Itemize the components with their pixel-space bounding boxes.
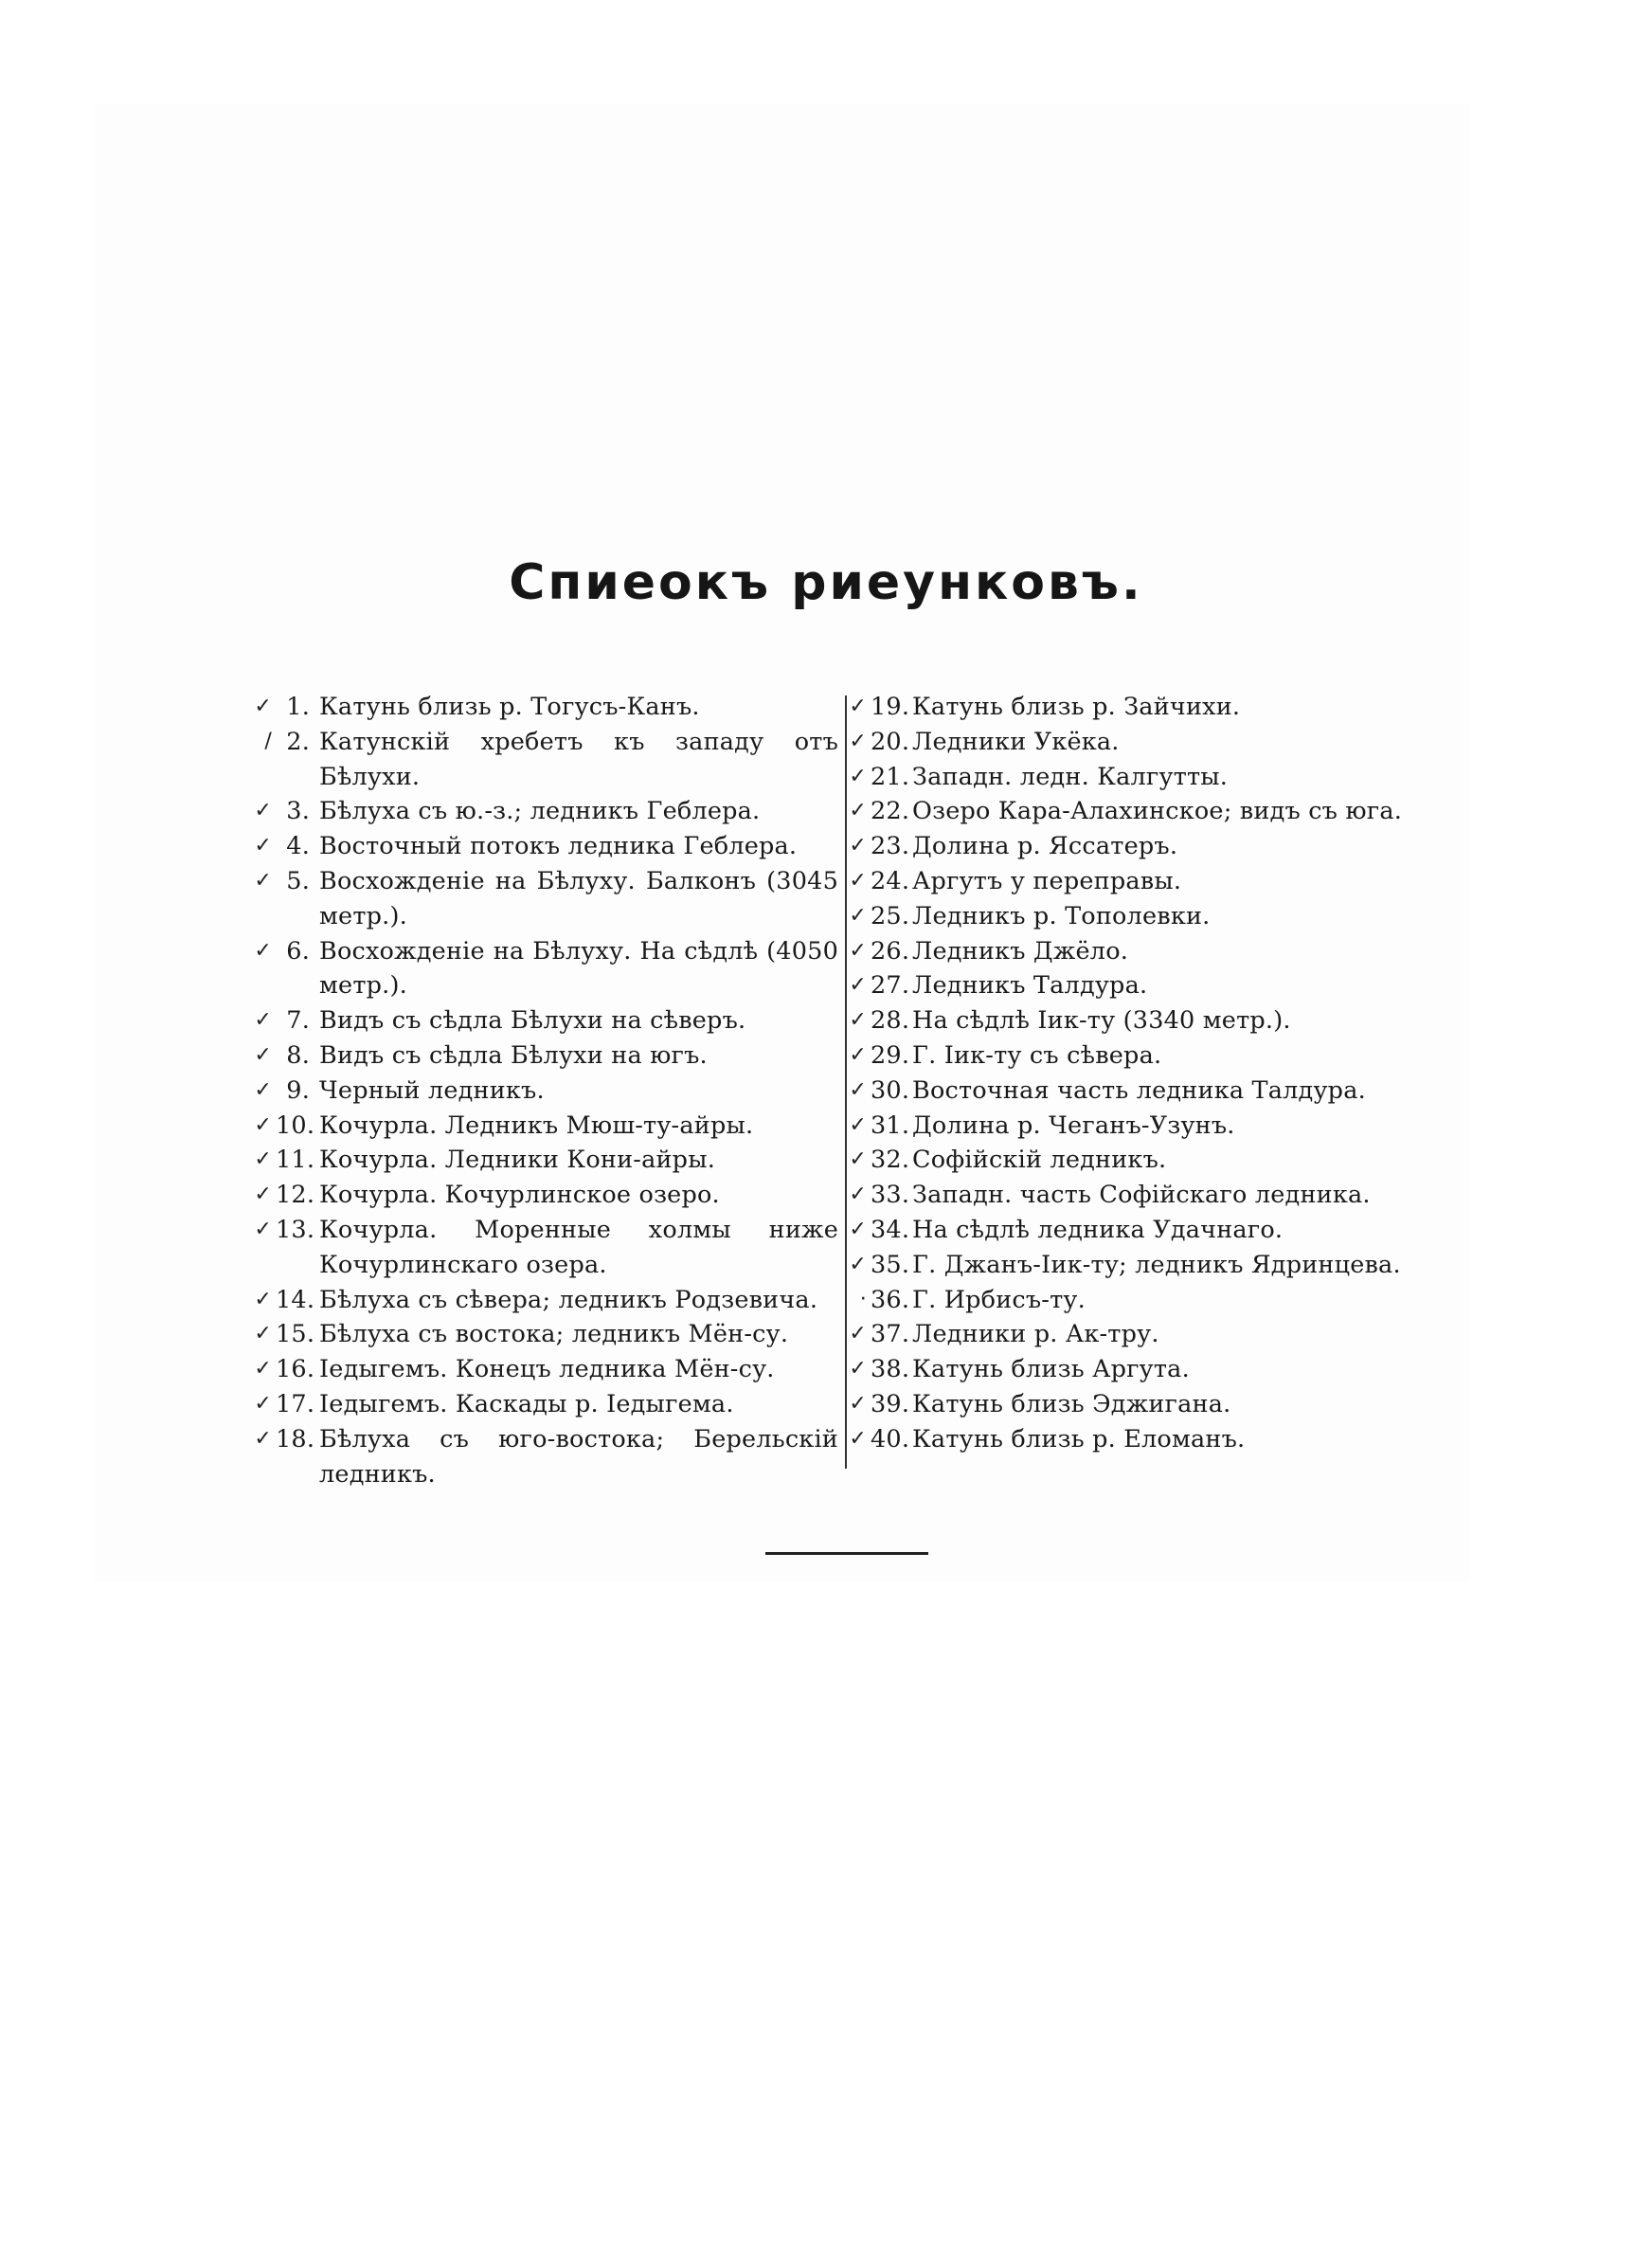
figure-caption: Черный ледникъ. [319, 1075, 545, 1105]
checkmark-icon: ✓ [254, 1217, 272, 1241]
figure-list-entry [242, 1317, 838, 1352]
checkmark-icon: ✓ [254, 695, 272, 718]
checkmark-icon: ✓ [849, 1322, 867, 1346]
figure-list-entry [846, 829, 1405, 864]
figure-caption: Бѣлуха съ сѣвера; ледникъ Родзевича. [319, 1285, 818, 1314]
checkmark-icon: ✓ [254, 1147, 272, 1172]
figure-number: 15. [276, 1320, 315, 1349]
checkmark-icon: ✓ [849, 834, 867, 858]
figure-list-entry [242, 829, 838, 864]
figure-caption: Восхожденіе на Бѣлуху. На сѣдлѣ (4050 метр.). [319, 936, 838, 1001]
figure-caption: Аргутъ у переправы. [912, 866, 1182, 895]
figure-number: 6. [286, 936, 310, 966]
figure-list-entry [242, 1283, 838, 1318]
figure-caption: Кочурла. Кочурлинское озеро. [319, 1181, 720, 1210]
figure-number: 30. [871, 1075, 910, 1105]
figure-number: 37. [871, 1320, 910, 1349]
figure-caption: Ледникъ р. Тополевки. [912, 901, 1211, 930]
figure-caption: Катунскій хребетъ къ западу отъ Бѣлухи. [319, 727, 838, 791]
figure-list-entry [846, 760, 1405, 795]
figure-number: 17. [276, 1389, 315, 1418]
checkmark-icon: ✓ [849, 1217, 867, 1241]
figure-list-entry [242, 1003, 838, 1038]
figure-list-entry [846, 1387, 1405, 1422]
end-rule [765, 1552, 928, 1555]
figure-list-right-column [846, 690, 1405, 1457]
figure-caption: Катунь близь р. Зайчихи. [912, 693, 1241, 721]
figure-caption: Восточная часть ледника Талдура. [912, 1075, 1366, 1105]
figure-list-entry [846, 899, 1405, 934]
figure-list-left-column [242, 690, 838, 1491]
figure-number: 13. [276, 1215, 315, 1244]
checkmark-icon: ✓ [254, 799, 272, 823]
figure-list-entry [846, 1352, 1405, 1387]
figure-list-entry [846, 1248, 1405, 1283]
figure-number: 7. [286, 1006, 310, 1036]
checkmark-icon: · [859, 1287, 867, 1311]
figure-number: 26. [871, 936, 910, 966]
figure-caption: Западн. ледн. Калгутты. [912, 762, 1229, 791]
figure-list-entry [846, 1213, 1405, 1248]
checkmark-icon: ✓ [849, 868, 867, 893]
page-title: Спиеокъ риеунковъ. [509, 554, 1143, 611]
checkmark-icon: ✓ [849, 1008, 867, 1033]
figure-number: 16. [276, 1355, 315, 1384]
figure-number: 24. [871, 866, 910, 895]
checkmark-icon: ✓ [849, 1112, 867, 1137]
figure-caption: Софійскій ледникъ. [912, 1146, 1167, 1175]
figure-list-entry [846, 1003, 1405, 1038]
checkmark-icon: ✓ [849, 973, 867, 998]
figure-caption: Катунь близь р. Еломанъ. [912, 1424, 1246, 1454]
figure-list-entry [242, 1038, 838, 1074]
checkmark-icon: ✓ [849, 1426, 867, 1451]
figure-list-entry [242, 794, 838, 829]
checkmark-icon: ✓ [849, 1147, 867, 1172]
figure-number: 38. [871, 1355, 910, 1384]
checkmark-icon: ✓ [254, 1357, 272, 1381]
figure-caption: Видъ съ сѣдла Бѣлухи на югъ. [319, 1040, 708, 1070]
figure-number: 39. [871, 1389, 910, 1418]
checkmark-icon: ✓ [254, 1112, 272, 1137]
figure-number: 22. [871, 797, 910, 826]
figure-caption: Бѣлуха съ востока; ледникъ Мён-су. [319, 1320, 789, 1349]
figure-list-entry [242, 690, 838, 725]
figure-list-entry [242, 1422, 838, 1492]
figure-list-entry [846, 1283, 1405, 1318]
figure-number: 28. [871, 1006, 910, 1036]
figure-caption: Восхожденіе на Бѣлуху. Балконъ (3045 метр.). [319, 866, 838, 930]
figure-number: 40. [871, 1424, 910, 1454]
checkmark-icon: ✓ [849, 903, 867, 928]
figure-number: 19. [871, 693, 910, 721]
figure-list-entry [242, 864, 838, 934]
figure-number: 21. [871, 762, 910, 791]
figure-list-entry [846, 1317, 1405, 1352]
figure-caption: Катунь близь Аргута. [912, 1355, 1190, 1384]
figure-caption: Кочурла. Моренные холмы ниже Кочурлинскаго озера. [319, 1215, 838, 1279]
figure-number: 25. [871, 901, 910, 930]
figure-list-entry [242, 1213, 838, 1283]
checkmark-icon: ✓ [254, 1287, 272, 1311]
figure-number: 2. [286, 727, 310, 756]
figure-caption: На сѣдлѣ ледника Удачнаго. [912, 1215, 1284, 1244]
checkmark-icon: ✓ [849, 1391, 867, 1416]
figure-list-entry [846, 864, 1405, 899]
figure-caption: Ледникъ Талдура. [912, 971, 1148, 1001]
figure-list-entry [846, 1109, 1405, 1144]
figure-caption: Долина р. Яссатеръ. [912, 832, 1178, 861]
figure-number: 32. [871, 1146, 910, 1175]
figure-list-entry [242, 725, 838, 795]
checkmark-icon: ✓ [254, 1391, 272, 1416]
figure-caption: Озеро Кара-Алахинское; видъ съ юга. [912, 797, 1403, 826]
figure-caption: Западн. часть Софійскаго ледника. [912, 1181, 1371, 1210]
figure-list-entry [846, 1038, 1405, 1074]
checkmark-icon: ✓ [254, 1183, 272, 1207]
figure-list-entry [242, 1143, 838, 1178]
figure-number: 31. [871, 1110, 910, 1140]
figure-number: 11. [276, 1146, 315, 1175]
checkmark-icon: ✓ [849, 1357, 867, 1381]
figure-number: 23. [871, 832, 910, 861]
figure-caption: Восточный потокъ ледника Геблера. [319, 832, 798, 861]
figure-list-entry [846, 725, 1405, 760]
figure-caption: На сѣдлѣ Іик-ту (3340 метр.). [912, 1006, 1291, 1036]
checkmark-icon: ✓ [849, 1077, 867, 1102]
checkmark-icon: ✓ [849, 695, 867, 718]
figure-number: 1. [286, 693, 310, 721]
checkmark-icon: ✓ [254, 834, 272, 858]
figure-number: 8. [286, 1040, 310, 1070]
figure-list-entry [846, 1178, 1405, 1213]
figure-number: 5. [286, 866, 310, 895]
checkmark-icon: ✓ [254, 1426, 272, 1451]
figure-list-entry [242, 1387, 838, 1422]
checkmark-icon: ✓ [254, 1322, 272, 1346]
figure-caption: Кочурла. Ледникъ Мюш-ту-айры. [319, 1110, 754, 1140]
figure-caption: Бѣлуха съ юго-востока; Берельскій ледникъ. [319, 1424, 838, 1489]
figure-number: 12. [276, 1181, 315, 1210]
checkmark-icon: ✓ [849, 1042, 867, 1067]
figure-number: 14. [276, 1285, 315, 1314]
figure-caption: Г. Ирбисъ-ту. [912, 1285, 1086, 1314]
figure-number: 18. [276, 1424, 315, 1454]
figure-list-entry [242, 934, 838, 1004]
figure-number: 3. [286, 797, 310, 826]
figure-list-entry [846, 1143, 1405, 1178]
figure-caption: Г. Джанъ-Іик-ту; ледникъ Ядринцева. [912, 1250, 1401, 1279]
figure-list-entry [846, 1074, 1405, 1109]
figure-caption: Іедыгемъ. Каскады р. Іедыгема. [319, 1389, 734, 1418]
checkmark-icon: ✓ [849, 938, 867, 963]
checkmark-icon: ✓ [849, 764, 867, 788]
figure-number: 33. [871, 1181, 910, 1210]
checkmark-icon: / [264, 729, 272, 753]
checkmark-icon: ✓ [254, 938, 272, 963]
figure-number: 36. [871, 1285, 910, 1314]
figure-caption: Ледникъ Джёло. [912, 936, 1129, 966]
checkmark-icon: ✓ [849, 729, 867, 753]
figure-caption: Ледники Укёка. [912, 727, 1120, 756]
checkmark-icon: ✓ [254, 868, 272, 893]
checkmark-icon: ✓ [254, 1077, 272, 1102]
figure-list-entry [846, 934, 1405, 969]
figure-caption: Бѣлуха съ ю.-з.; ледникъ Геблера. [319, 797, 761, 826]
figure-number: 4. [286, 832, 310, 861]
figure-caption: Ледники р. Ак-тру. [912, 1320, 1159, 1349]
figure-caption: Видъ съ сѣдла Бѣлухи на сѣверъ. [319, 1006, 746, 1036]
figure-list-entry [846, 968, 1405, 1003]
figure-caption: Катунь близь р. Тогусъ-Канъ. [319, 693, 700, 721]
figure-caption: Долина р. Чеганъ-Узунъ. [912, 1110, 1235, 1140]
figure-number: 9. [286, 1075, 310, 1105]
figure-caption: Катунь близь Эджигана. [912, 1389, 1231, 1418]
figure-list-entry [846, 1422, 1405, 1457]
figure-caption: Г. Іик-ту съ сѣвера. [912, 1040, 1162, 1070]
figure-caption: Кочурла. Ледники Кони-айры. [319, 1146, 716, 1175]
figure-number: 35. [871, 1250, 910, 1279]
figure-number: 20. [871, 727, 910, 756]
figure-number: 34. [871, 1215, 910, 1244]
checkmark-icon: ✓ [849, 799, 867, 823]
figure-number: 27. [871, 971, 910, 1001]
checkmark-icon: ✓ [849, 1183, 867, 1207]
figure-list-entry [846, 690, 1405, 725]
figure-list-entry [242, 1178, 838, 1213]
figure-list-entry [242, 1352, 838, 1387]
figure-number: 29. [871, 1040, 910, 1070]
checkmark-icon: ✓ [254, 1008, 272, 1033]
checkmark-icon: ✓ [849, 1252, 867, 1276]
checkmark-icon: ✓ [254, 1042, 272, 1067]
figure-caption: Іедыгемъ. Конецъ ледника Мён-су. [319, 1355, 775, 1384]
figure-list-entry [242, 1074, 838, 1109]
figure-list-entry [242, 1109, 838, 1144]
figure-number: 10. [276, 1110, 315, 1140]
figure-list-entry [846, 794, 1405, 829]
